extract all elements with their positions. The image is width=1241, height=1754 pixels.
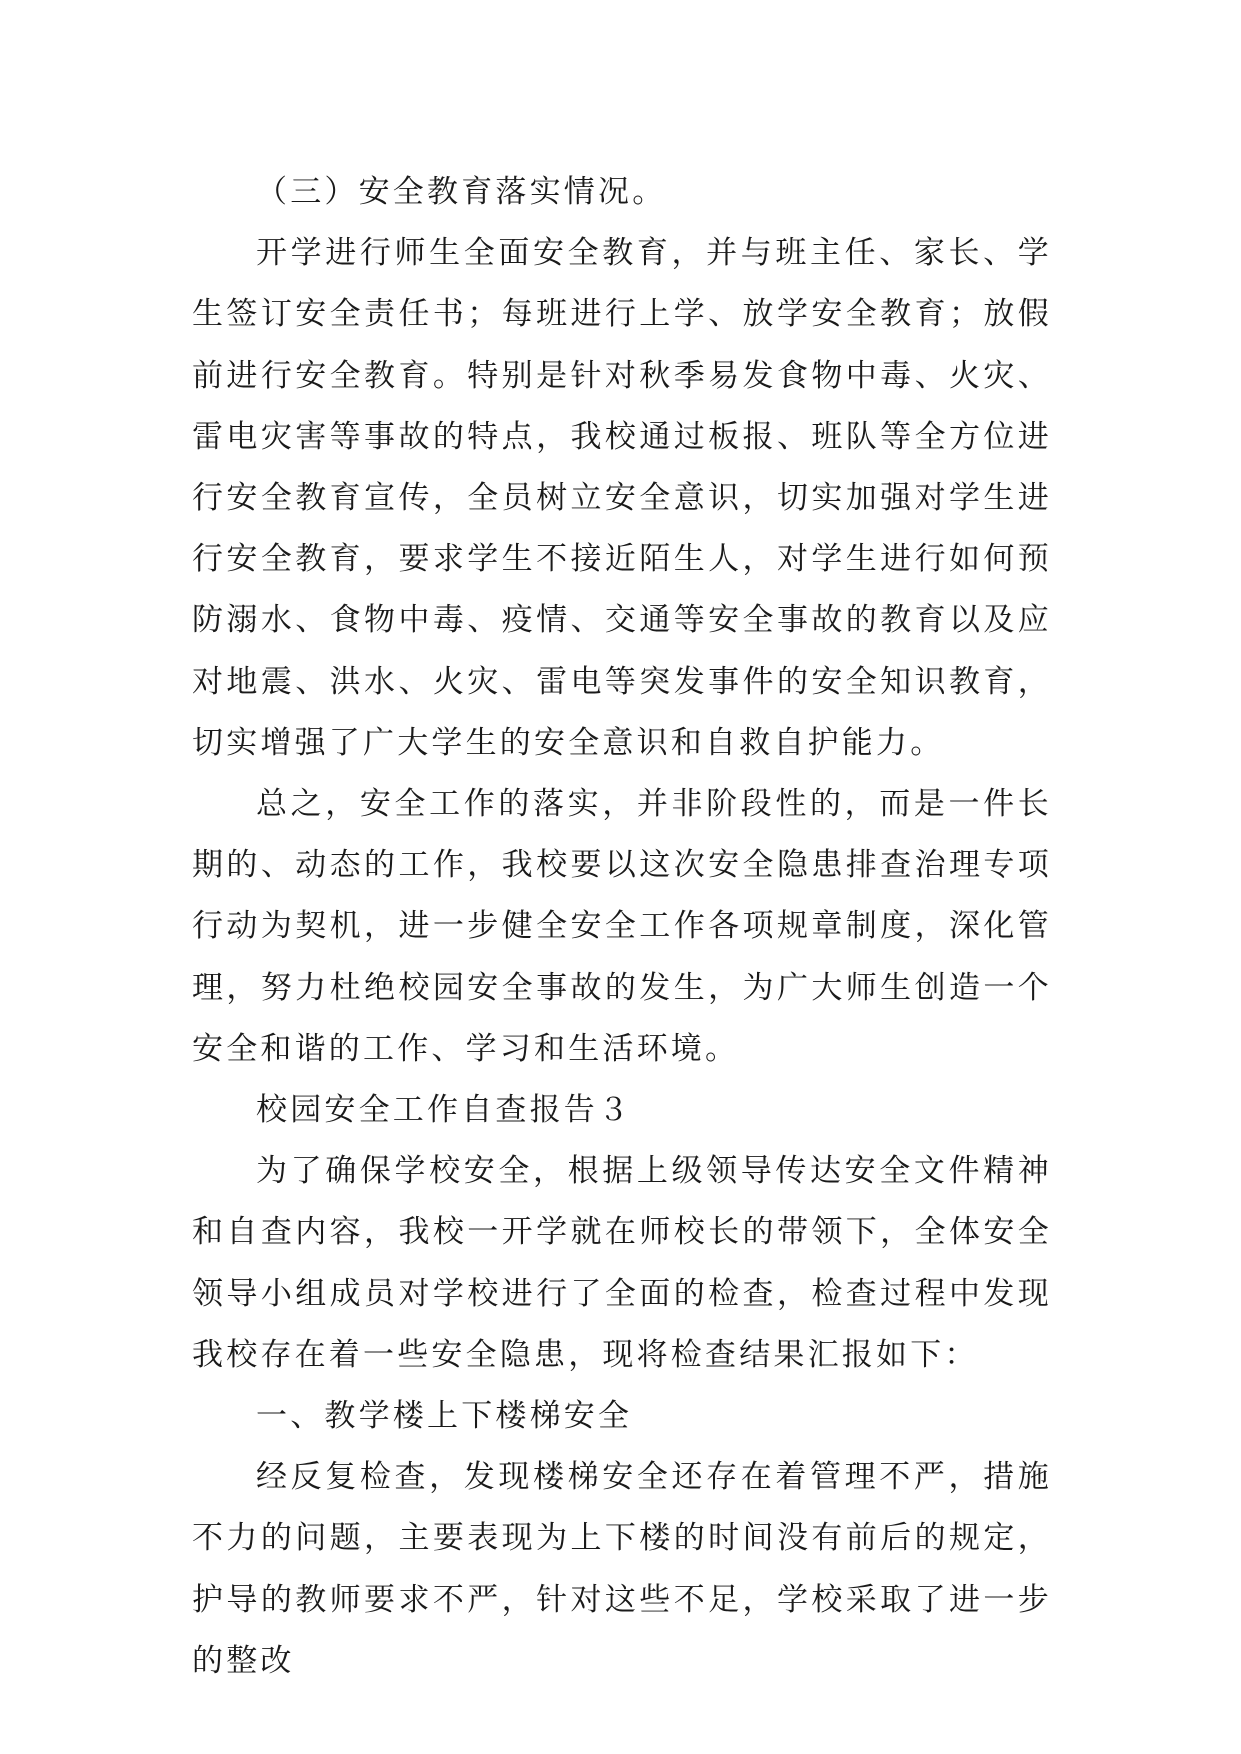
document-body — [192, 162, 1052, 1692]
section-heading-stairs: 一、教学楼上下楼梯安全 — [256, 1398, 633, 1435]
section-heading-safety-education: （三）安全教育落实情况。 — [256, 174, 667, 210]
paragraph-conclusion: 总之，安全工作的落实，并非阶段性的，而是一件长期的、动态的工作，我校要以这次安全隐患排查治理专项行动为契机，进一步健全安全工作各项规章制度，深化管理，努力杜绝校园安全事故的发生，为广大师生创造一个安全和谐的工作、学习和生活环境。 — [192, 786, 1052, 1067]
report-title: 校园安全工作自查报告３ — [256, 1092, 633, 1129]
paragraph-stairs-inspection: 经反复检查，发现楼梯安全还存在着管理不严，措施不力的问题，主要表现为上下楼的时间没有前后的规定，护导的教师要求不严，针对这些不足，学校采取了进一步的整改 — [192, 1459, 1052, 1679]
paragraph-safety-education: 开学进行师生全面安全教育，并与班主任、家长、学生签订安全责任书；每班进行上学、放学安全教育；放假前进行安全教育。特别是针对秋季易发食物中毒、火灾、雷电灾害等事故的特点，我校通过板报、班队等全方位进行安全教育宣传，全员树立安全意识，切实加强对学生进行安全教育，要求学生不接近陌生人，对学生进行如何预防溺水、食物中毒、疫情、交通等安全事故的教育以及应对地震、洪水、火灾、雷电等突发事件的安全知识教育，切实增强了广大学生的安全意识和自救自护能力。 — [192, 235, 1052, 761]
paragraph-introduction: 为了确保学校安全，根据上级领导传达安全文件精神和自查内容，我校一开学就在师校长的带领下，全体安全领导小组成员对学校进行了全面的检查，检查过程中发现我校存在着一些安全隐患，现将检查结果汇报如下： — [192, 1153, 1052, 1373]
